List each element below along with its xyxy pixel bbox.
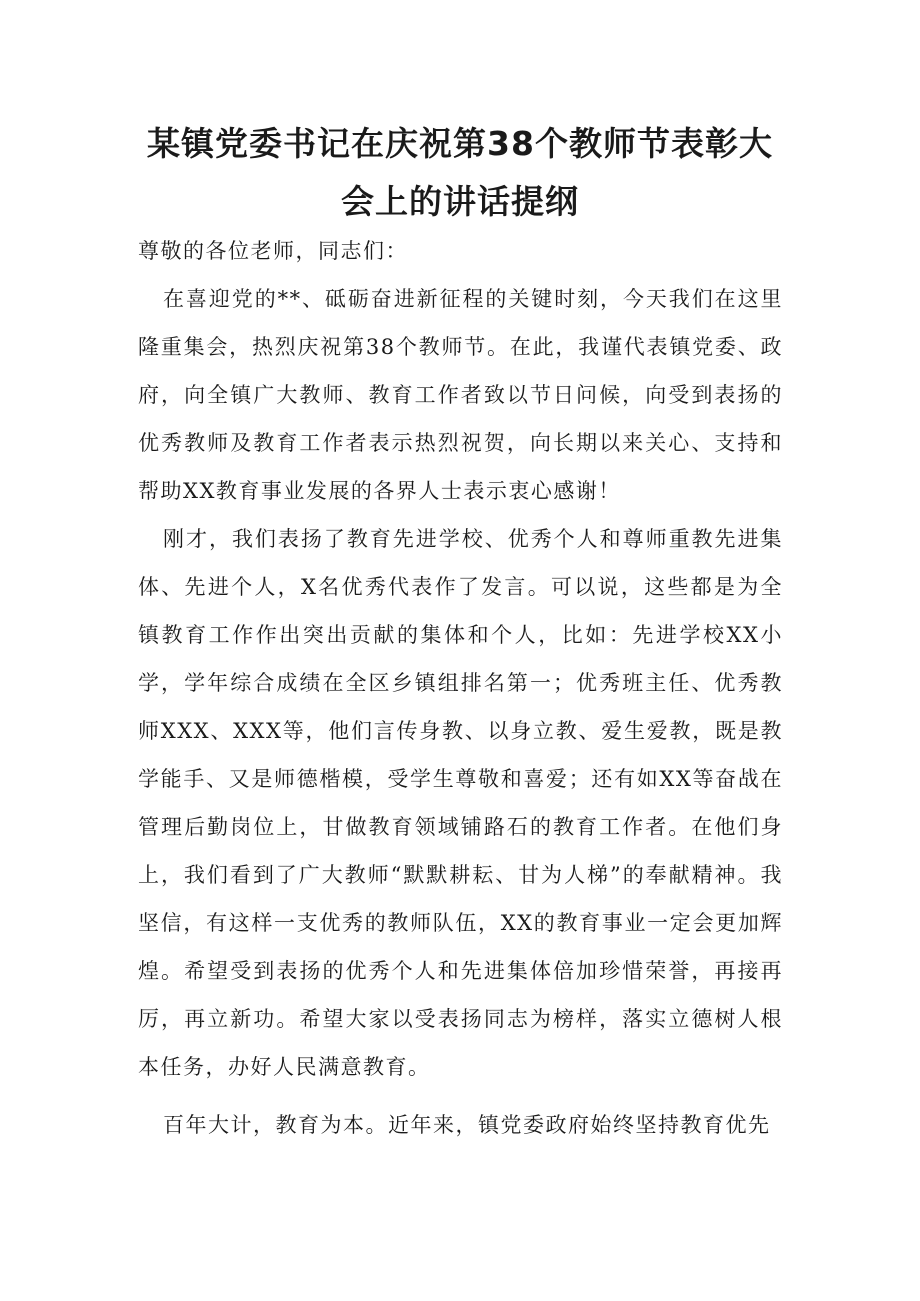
paragraph-1: 在喜迎党的**、砥砺奋进新征程的关键时刻，今天我们在这里隆重集会，热烈庆祝第38个教师节。在此，我谨代表镇党委、政府，向全镇广大教师、教育工作者致以节日问候，向受到表扬的优秀教师及教育工作者表示热烈祝贺，向长期以来关心、支持和帮助XX教育事业发展的各界人士表示衷心感谢！ — [138, 287, 783, 503]
paragraph-3: 百年大计，教育为本。近年来，镇党委政府始终坚持教育优先 — [163, 1113, 771, 1137]
document-body — [138, 227, 783, 1149]
salutation: 尊敬的各位老师，同志们： — [138, 239, 408, 263]
document-title-line-2: 会上的讲话提纲 — [341, 182, 579, 221]
paragraph-2: 刚才，我们表扬了教育先进学校、优秀个人和尊师重教先进集体、先进个人，X名优秀代表作了发言。可以说，这些都是为全镇教育工作作出突出贡献的集体和个人，比如：先进学校XX小学，学年综合成绩在全区乡镇组排名第一；优秀班主任、优秀教师XXX、XXX等，他们言传身教、以身立教、爱生爱教，既是教学能手、又是师德楷模，受学生尊敬和喜爱；还有如XX等奋战在管理后勤岗位上，甘做教育领域铺路石的教育工作者。在他们身上，我们看到了广大教师“默默耕耘、甘为人梯”的奉献精神。我坚信，有这样一支优秀的教师队伍，XX的教育事业一定会更加辉煌。希望受到表扬的优秀个人和先进集体倍加珍惜荣誉，再接再厉，再立新功。希望大家以受表扬同志为榜样，落实立德树人根本任务，办好人民满意教育。 — [138, 527, 783, 1079]
document-title-line-1: 某镇党委书记在庆祝第38个教师节表彰大 — [147, 124, 773, 163]
